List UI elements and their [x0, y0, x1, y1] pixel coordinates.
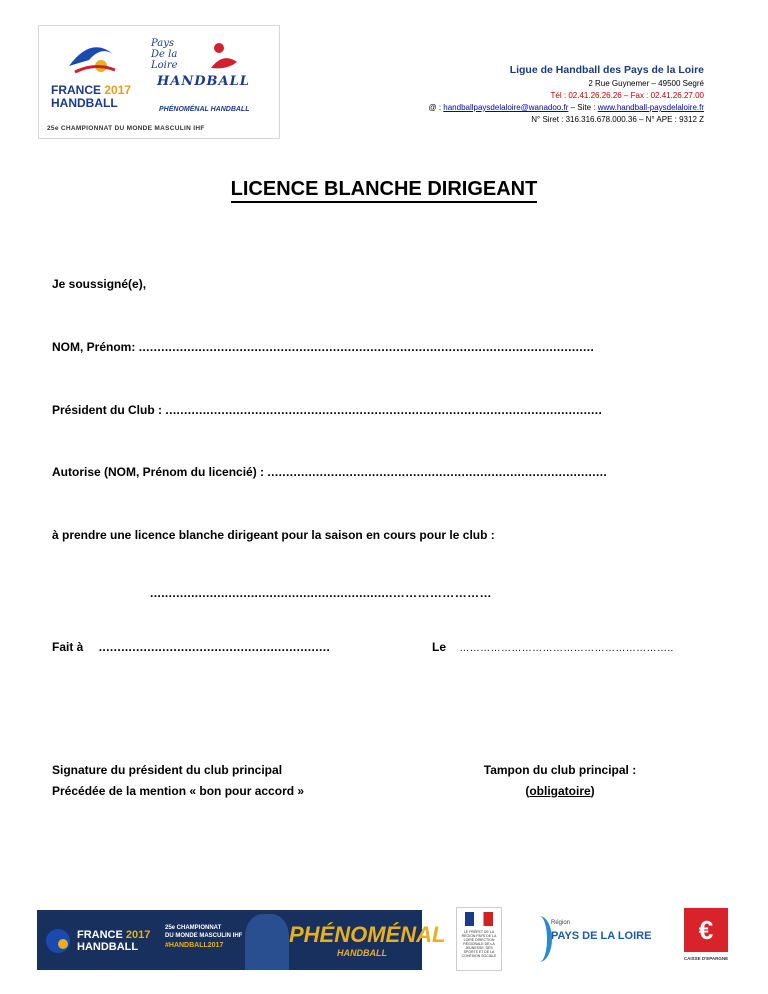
france-2017-banner — [37, 910, 446, 970]
banner-france-text: FRANCE — [77, 929, 123, 941]
banner-player-icon — [245, 914, 289, 970]
president-label: Président du Club : — [52, 403, 163, 417]
tampon-line1: Tampon du club principal : — [483, 763, 637, 777]
logo-pdl-handball: HANDBALL — [157, 74, 250, 89]
document-title-text: LICENCE BLANCHE DIRIGEANT — [231, 178, 538, 203]
le-date-field[interactable]: …………………………………………………….. — [459, 643, 674, 654]
banner-champ-line1: 25e CHAMPIONNAT — [165, 925, 222, 931]
email-link[interactable]: handballpaysdelaloire@wanadoo.fr — [443, 103, 569, 112]
region-label: Région — [551, 920, 571, 926]
organization-siret: N° Siret : 316.316.678.000.36 – N° APE : 9312 Z — [531, 115, 704, 124]
document-title — [0, 178, 768, 201]
club-line — [150, 586, 492, 600]
soussigne-line: Je soussigné(e), — [52, 277, 147, 291]
banner-phenomenal: PHÉNOMÉNAL — [289, 922, 446, 947]
logo-france-text: FRANCE — [51, 83, 101, 97]
signature-block — [52, 760, 304, 802]
signature-line1: Signature du président du club principal — [52, 763, 283, 777]
licence-statement: à prendre une licence blanche dirigeant pour la saison en cours pour le club : — [52, 528, 495, 542]
fait-a-label: Fait à — [52, 640, 84, 654]
marianne-flag-icon — [465, 912, 493, 926]
site-prefix: – Site : — [568, 103, 598, 112]
organization-address: 2 Rue Guynemer – 49500 Segré — [588, 79, 704, 88]
caisse-epargne-squirrel-icon: € — [684, 908, 728, 952]
logo-handball-text: HANDBALL — [51, 96, 118, 110]
banner-hashtag: #HANDBALL2017 — [165, 942, 224, 949]
caisse-epargne-text: CAISSE D'EPARGNE — [683, 956, 729, 961]
nom-prenom-field[interactable]: .......................................................................................................................... — [138, 340, 595, 354]
email-prefix: @ : — [428, 103, 444, 112]
region-name: PAYS DE LA LOIRE — [551, 930, 652, 942]
president-field[interactable]: ..................................................................................................................... — [165, 403, 603, 417]
logo-france-handball — [51, 84, 131, 110]
caisse-epargne-logo — [680, 908, 732, 970]
tampon-line2 — [480, 781, 640, 802]
organization-header — [428, 62, 704, 126]
tampon-obligatoire: obligatoire — [529, 784, 591, 798]
organization-name: Ligue de Handball des Pays de la Loire — [509, 64, 704, 76]
logo-dela-line: De la — [151, 49, 178, 60]
logo-year-text: 2017 — [104, 83, 132, 97]
nom-prenom-line — [52, 340, 594, 354]
tampon-close-paren: ) — [590, 784, 595, 798]
le-date-line — [432, 640, 674, 654]
region-arc-icon — [527, 916, 552, 962]
le-label: Le — [432, 640, 447, 654]
banner-france-handball — [77, 929, 150, 953]
banner-champ-line2: DU MONDE MASCULIN IHF — [165, 933, 243, 939]
autorise-line — [52, 465, 607, 479]
logo-championnat: 25e CHAMPIONNAT DU MONDE MASCULIN IHF — [47, 125, 205, 132]
organization-phone-fax: Tél : 02.41.26.26.26 – Fax : 02.41.26.27.00 — [550, 91, 704, 100]
france-2017-logo — [38, 25, 280, 139]
organization-contact-line — [428, 102, 704, 114]
club-field[interactable]: .................................................................…………………… — [150, 586, 492, 600]
logo-loire-line: Loire — [151, 60, 178, 71]
autorise-field[interactable]: ........................................................................................... — [267, 465, 608, 479]
fait-a-line — [52, 640, 330, 654]
banner-handball-text: HANDBALL — [77, 941, 139, 953]
autorise-label: Autorise (NOM, Prénom du licencié) : — [52, 465, 265, 479]
nom-prenom-label: NOM, Prénom: — [52, 340, 136, 354]
prefecture-logo — [456, 907, 502, 971]
tampon-block — [480, 760, 640, 802]
logo-pays-line: Pays — [151, 38, 175, 49]
banner-championnat — [165, 924, 242, 950]
banner-year-text: 2017 — [125, 929, 151, 941]
website-link[interactable]: www.handball-paysdelaloire.fr — [597, 103, 704, 112]
banner-emblem-icon — [43, 926, 73, 956]
logo-phenomenal: PHÉNOMÉNAL HANDBALL — [159, 106, 250, 113]
region-pays-de-la-loire-logo — [525, 912, 652, 968]
handball-player-icon — [207, 42, 239, 72]
france-2017-emblem-icon — [61, 36, 121, 80]
tampon-open-paren: ( — [525, 784, 530, 798]
president-line — [52, 403, 602, 417]
banner-handball: HANDBALL — [337, 948, 387, 958]
fait-a-field[interactable]: .............................................................. — [98, 640, 331, 654]
prefecture-text: LE PRÉFET DE LA RÉGION PAYS DE LA LOIRE DIRECTION RÉGIONALE DE LA JEUNESSE, DES SPORTS ET DE LA COHÉSION SOCIALE — [461, 930, 497, 958]
logo-pays-de-la-loire — [151, 38, 178, 71]
signature-line2: Précédée de la mention « bon pour accord » — [52, 784, 305, 798]
